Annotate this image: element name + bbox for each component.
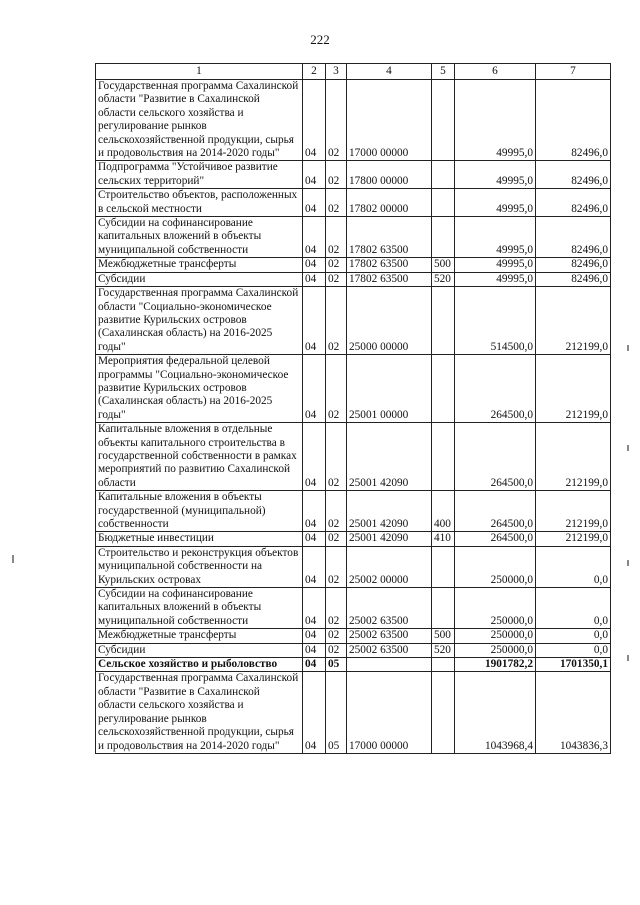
- expense-type-cell: 520: [432, 272, 455, 286]
- amount-year1-cell: 264500,0: [455, 423, 536, 491]
- target-article-cell: 25002 00000: [347, 546, 432, 587]
- target-article-cell: 25002 63500: [347, 629, 432, 643]
- table-row: [96, 588, 611, 629]
- amount-year2-cell: 82496,0: [536, 189, 611, 217]
- amount-year2-cell: 212199,0: [536, 532, 611, 546]
- table-row: [96, 546, 611, 587]
- target-article-cell: 17000 00000: [347, 80, 432, 161]
- expense-type-cell: 400: [432, 491, 455, 532]
- name-cell: Государственная программа Сахалинской области "Развитие в Сахалинской области сельского хозяйства и регулирование рынков сельскохозяйственной продукции, сырья и продовольствия на 2014-2020 годы": [96, 80, 303, 161]
- expense-type-cell: [432, 287, 455, 355]
- section-code-cell: 04: [303, 217, 326, 258]
- amount-year1-cell: 250000,0: [455, 588, 536, 629]
- section-code-cell: 04: [303, 491, 326, 532]
- section-code-cell: 04: [303, 532, 326, 546]
- name-cell: Межбюджетные трансферты: [96, 629, 303, 643]
- amount-year1-cell: 49995,0: [455, 189, 536, 217]
- target-article-cell: 25000 00000: [347, 287, 432, 355]
- amount-year1-cell: 264500,0: [455, 355, 536, 423]
- name-cell: Строительство и реконструкция объектов муниципальной собственности на Курильских островах: [96, 546, 303, 587]
- expense-type-cell: 410: [432, 532, 455, 546]
- name-cell: Капитальные вложения в отдельные объекты капитального строительства в государственной собственности в рамках мероприятий по развитию Сахалинской области: [96, 423, 303, 491]
- name-cell: Бюджетные инвестиции: [96, 532, 303, 546]
- target-article-cell: 17802 00000: [347, 189, 432, 217]
- target-article-cell: 17000 00000: [347, 672, 432, 753]
- name-cell: Подпрограмма "Устойчивое развитие сельских территорий": [96, 161, 303, 189]
- table-header-row: [96, 64, 611, 80]
- amount-year2-cell: 0,0: [536, 546, 611, 587]
- section-code-cell: 04: [303, 588, 326, 629]
- table-row: [96, 672, 611, 753]
- scan-artifact: [627, 560, 629, 566]
- name-cell: Строительство объектов, расположенных в сельской местности: [96, 189, 303, 217]
- section-code-cell: 04: [303, 258, 326, 272]
- target-article-cell: 17802 63500: [347, 217, 432, 258]
- table-row: [96, 80, 611, 161]
- amount-year2-cell: 82496,0: [536, 272, 611, 286]
- section-code-cell: 04: [303, 643, 326, 657]
- amount-year2-cell: 82496,0: [536, 161, 611, 189]
- section-code-cell: 04: [303, 355, 326, 423]
- subsection-code-cell: 02: [326, 643, 347, 657]
- expense-type-cell: 500: [432, 258, 455, 272]
- amount-year1-cell: 250000,0: [455, 629, 536, 643]
- subsection-code-cell: 02: [326, 355, 347, 423]
- scan-artifact: [12, 555, 14, 563]
- header-cell: 4: [347, 64, 432, 80]
- amount-year1-cell: 250000,0: [455, 643, 536, 657]
- subsection-code-cell: 02: [326, 532, 347, 546]
- table-row: [96, 491, 611, 532]
- amount-year1-cell: 49995,0: [455, 272, 536, 286]
- expense-type-cell: [432, 423, 455, 491]
- subsection-code-cell: 02: [326, 189, 347, 217]
- table-row: [96, 217, 611, 258]
- subsection-code-cell: 02: [326, 258, 347, 272]
- expense-type-cell: [432, 189, 455, 217]
- name-cell: Субсидии: [96, 643, 303, 657]
- amount-year1-cell: 49995,0: [455, 161, 536, 189]
- name-cell: Субсидии: [96, 272, 303, 286]
- subsection-code-cell: 02: [326, 588, 347, 629]
- amount-year1-cell: 1043968,4: [455, 672, 536, 753]
- amount-year1-cell: 264500,0: [455, 532, 536, 546]
- section-code-cell: 04: [303, 629, 326, 643]
- expense-type-cell: [432, 672, 455, 753]
- section-code-cell: 04: [303, 423, 326, 491]
- subsection-code-cell: 02: [326, 423, 347, 491]
- subsection-code-cell: 02: [326, 161, 347, 189]
- section-code-cell: 04: [303, 189, 326, 217]
- scan-artifact: [627, 655, 629, 661]
- name-cell: Межбюджетные трансферты: [96, 258, 303, 272]
- expense-type-cell: 500: [432, 629, 455, 643]
- amount-year1-cell: 49995,0: [455, 258, 536, 272]
- table-row: [96, 272, 611, 286]
- amount-year2-cell: 212199,0: [536, 287, 611, 355]
- name-cell: Государственная программа Сахалинской области "Развитие в Сахалинской области сельского хозяйства и регулирование рынков сельскохозяйственной продукции, сырья и продовольствия на 2014-2020 годы": [96, 672, 303, 753]
- page-number: 222: [310, 32, 330, 47]
- header-cell: 7: [536, 64, 611, 80]
- expense-type-cell: [432, 217, 455, 258]
- amount-year1-cell: 264500,0: [455, 491, 536, 532]
- table-row: [96, 258, 611, 272]
- subsection-code-cell: 05: [326, 672, 347, 753]
- subsection-code-cell: 02: [326, 272, 347, 286]
- scan-artifact: [627, 445, 629, 451]
- amount-year2-cell: 82496,0: [536, 258, 611, 272]
- target-article-cell: 25002 63500: [347, 588, 432, 629]
- table-row: [96, 287, 611, 355]
- amount-year1-cell: 49995,0: [455, 80, 536, 161]
- header-cell: 1: [96, 64, 303, 80]
- name-cell: Государственная программа Сахалинской области "Социально-экономическое развитие Курильских островов (Сахалинская область) на 2016-2025 годы": [96, 287, 303, 355]
- amount-year2-cell: 1701350,1: [536, 658, 611, 672]
- target-article-cell: 25001 00000: [347, 355, 432, 423]
- subsection-code-cell: 05: [326, 658, 347, 672]
- expense-type-cell: [432, 355, 455, 423]
- header-cell: 5: [432, 64, 455, 80]
- section-code-cell: 04: [303, 272, 326, 286]
- expense-type-cell: [432, 161, 455, 189]
- table-row: [96, 355, 611, 423]
- amount-year2-cell: 0,0: [536, 643, 611, 657]
- amount-year1-cell: 250000,0: [455, 546, 536, 587]
- amount-year2-cell: 82496,0: [536, 217, 611, 258]
- amount-year2-cell: 212199,0: [536, 423, 611, 491]
- expense-type-cell: [432, 546, 455, 587]
- header-cell: 6: [455, 64, 536, 80]
- expense-type-cell: 520: [432, 643, 455, 657]
- amount-year2-cell: 0,0: [536, 629, 611, 643]
- section-code-cell: 04: [303, 672, 326, 753]
- subsection-code-cell: 02: [326, 217, 347, 258]
- target-article-cell: 25001 42090: [347, 532, 432, 546]
- table-row: [96, 658, 611, 672]
- amount-year2-cell: 212199,0: [536, 491, 611, 532]
- budget-table: [95, 63, 611, 754]
- expense-type-cell: [432, 588, 455, 629]
- target-article-cell: [347, 658, 432, 672]
- section-code-cell: 04: [303, 658, 326, 672]
- section-code-cell: 04: [303, 287, 326, 355]
- header-cell: 2: [303, 64, 326, 80]
- section-code-cell: 04: [303, 161, 326, 189]
- target-article-cell: 25001 42090: [347, 423, 432, 491]
- expense-type-cell: [432, 80, 455, 161]
- table-row: [96, 161, 611, 189]
- section-code-cell: 04: [303, 546, 326, 587]
- amount-year1-cell: 49995,0: [455, 217, 536, 258]
- subsection-code-cell: 02: [326, 80, 347, 161]
- amount-year1-cell: 1901782,2: [455, 658, 536, 672]
- subsection-code-cell: 02: [326, 491, 347, 532]
- target-article-cell: 17802 63500: [347, 258, 432, 272]
- name-cell: Капитальные вложения в объекты государственной (муниципальной) собственности: [96, 491, 303, 532]
- target-article-cell: 25002 63500: [347, 643, 432, 657]
- table-row: [96, 532, 611, 546]
- amount-year1-cell: 514500,0: [455, 287, 536, 355]
- amount-year2-cell: 82496,0: [536, 80, 611, 161]
- section-code-cell: 04: [303, 80, 326, 161]
- subsection-code-cell: 02: [326, 546, 347, 587]
- name-cell: Мероприятия федеральной целевой программы "Социально-экономическое развитие Курильских островов (Сахалинская область) на 2016-2025 годы": [96, 355, 303, 423]
- subsection-code-cell: 02: [326, 629, 347, 643]
- header-cell: 3: [326, 64, 347, 80]
- subsection-code-cell: 02: [326, 287, 347, 355]
- name-cell: Субсидии на софинансирование капитальных вложений в объекты муниципальной собственности: [96, 588, 303, 629]
- name-cell: Субсидии на софинансирование капитальных вложений в объекты муниципальной собственности: [96, 217, 303, 258]
- table-row: [96, 629, 611, 643]
- amount-year2-cell: 212199,0: [536, 355, 611, 423]
- table-row: [96, 643, 611, 657]
- amount-year2-cell: 1043836,3: [536, 672, 611, 753]
- target-article-cell: 17800 00000: [347, 161, 432, 189]
- target-article-cell: 17802 63500: [347, 272, 432, 286]
- target-article-cell: 25001 42090: [347, 491, 432, 532]
- table-row: [96, 423, 611, 491]
- table-row: [96, 189, 611, 217]
- scan-artifact: [627, 345, 629, 351]
- amount-year2-cell: 0,0: [536, 588, 611, 629]
- expense-type-cell: [432, 658, 455, 672]
- name-cell: Сельское хозяйство и рыболовство: [96, 658, 303, 672]
